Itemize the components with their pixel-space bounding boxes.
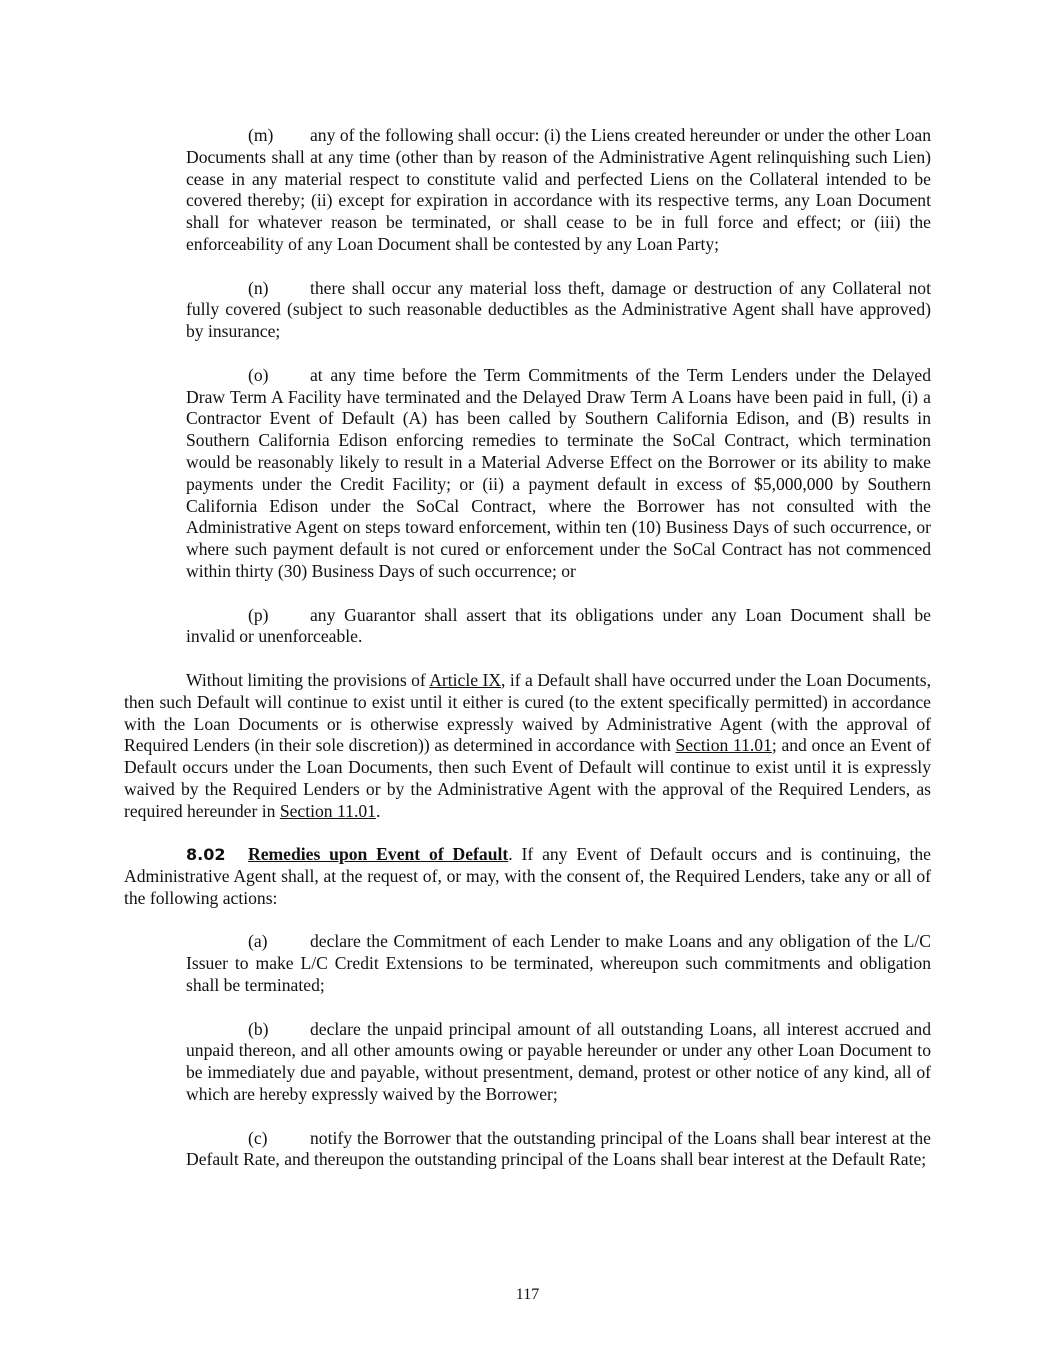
clause-label: (p) [248, 604, 269, 625]
text: . [375, 800, 381, 821]
page-number: 117 [515, 1286, 540, 1303]
clause-label: (a) [248, 931, 268, 952]
section-8-02 [124, 844, 931, 909]
text: Without limiting the provisions of [186, 669, 430, 690]
clause-o [186, 365, 931, 583]
clause-text: at any time before the Term Commitments of the Term Lenders under the Delayed Draw Term A Facility have terminated and the Delayed Draw Term A Loans have been paid in full, (i) a Contractor Event of Default (A) has been called by Southern California Edison, and (B) results in Southern California Edison enforcing remedies to terminate the SoCal Contract, which termination would be reasonably likely to result in a Material Adverse Effect on the Borrower or its ability to make payments under the Credit Facility; or (ii) a payment default in excess of $5,000,000 by Southern California Edison under the SoCal Contract, where the Borrower has not consulted with the Administrative Agent on steps toward enforcement, within ten (10) Business Days of such occurrence, or where such payment default is not cured or enforcement under the SoCal Contract has not commenced within thirty (30) Business Days of such occurrence; or [186, 364, 931, 581]
clause-text: declare the Commitment of each Lender to make Loans and any obligation of the L/C Issuer to make L/C Credit Extensions to be terminated, whereupon such commitments and obligation shall be terminated; [186, 931, 931, 996]
section-text: . If any Event of Default occurs and is continuing, the Administrative Agent shall, at the request of, or may, with the consent of, the Required Lenders, take any or all of the following actions: [124, 844, 931, 908]
section-11-01-reference: Section 11.01 [279, 800, 376, 821]
section-number: 8.02 [186, 845, 226, 865]
clause-label: (b) [248, 1018, 269, 1039]
clause-label: (m) [248, 125, 274, 145]
clause-n [186, 278, 931, 343]
clause-p [186, 605, 931, 649]
clause-c [186, 1128, 931, 1172]
document-page [124, 125, 931, 1193]
clause-a [186, 931, 931, 996]
clause-m [186, 125, 931, 256]
clause-text: notify the Borrower that the outstanding principal of the Loans shall bear interest at the Default Rate, and thereupon the outstanding principal of the Loans shall bear interest at the Default Rate; [186, 1127, 931, 1170]
clause-b [186, 1019, 931, 1106]
clause-label: (o) [248, 364, 269, 385]
clause-text: any of the following shall occur: (i) the Liens created hereunder or under the other Loan Documents shall at any time (other than by reason of the Administrative Agent relinquishing such Lien) cease in any material respect to constitute valid and perfected Liens on the Collateral intended to be covered thereby; (ii) except for expiration in accordance with its respective terms, any Loan Document shall for whatever reason be terminated, or shall cease to be in full force and effect; or (iii) the enforceability of any Loan Document shall be contested by any Loan Party; [186, 125, 931, 254]
section-11-01-reference: Section 11.01 [675, 735, 772, 756]
text: , if a Default shall have occurred under the Loan Documents, then such Default will continue to exist until it either is cured (to the extent specifically permitted) in accordance with the Loan Documents or is otherwise expressly waived by Administrative Agent (with the approval of Required Lenders (in their sole discretion)) as determined in accordance with [124, 669, 932, 756]
clause-text: there shall occur any material loss theft, damage or destruction of any Collateral not fully covered (subject to such reasonable deductibles as the Administrative Agent shall have approved) by insurance; [186, 277, 931, 342]
clause-label: (n) [248, 277, 269, 298]
clause-label: (c) [248, 1127, 268, 1148]
section-title: Remedies upon Event of Default [248, 844, 509, 865]
text: ; and once an Event of Default occurs under the Loan Documents, then such Event of Default will continue to exist until it is expressly waived by the Required Lenders or by the Administrative Agent with the approval of the Required Lenders, as required hereunder in [124, 735, 931, 821]
clause-text: declare the unpaid principal amount of all outstanding Loans, all interest accrued and unpaid thereon, and all other amounts owing or payable hereunder or under any other Loan Document to be immediately due and payable, without presentment, demand, protest or other notice of any kind, all of which are hereby expressly waived by the Borrower; [186, 1018, 931, 1105]
without-limiting-paragraph [124, 670, 931, 823]
article-ix-reference: Article IX [429, 669, 502, 690]
clause-text: any Guarantor shall assert that its obligations under any Loan Document shall be invalid or unenforceable. [186, 604, 931, 647]
